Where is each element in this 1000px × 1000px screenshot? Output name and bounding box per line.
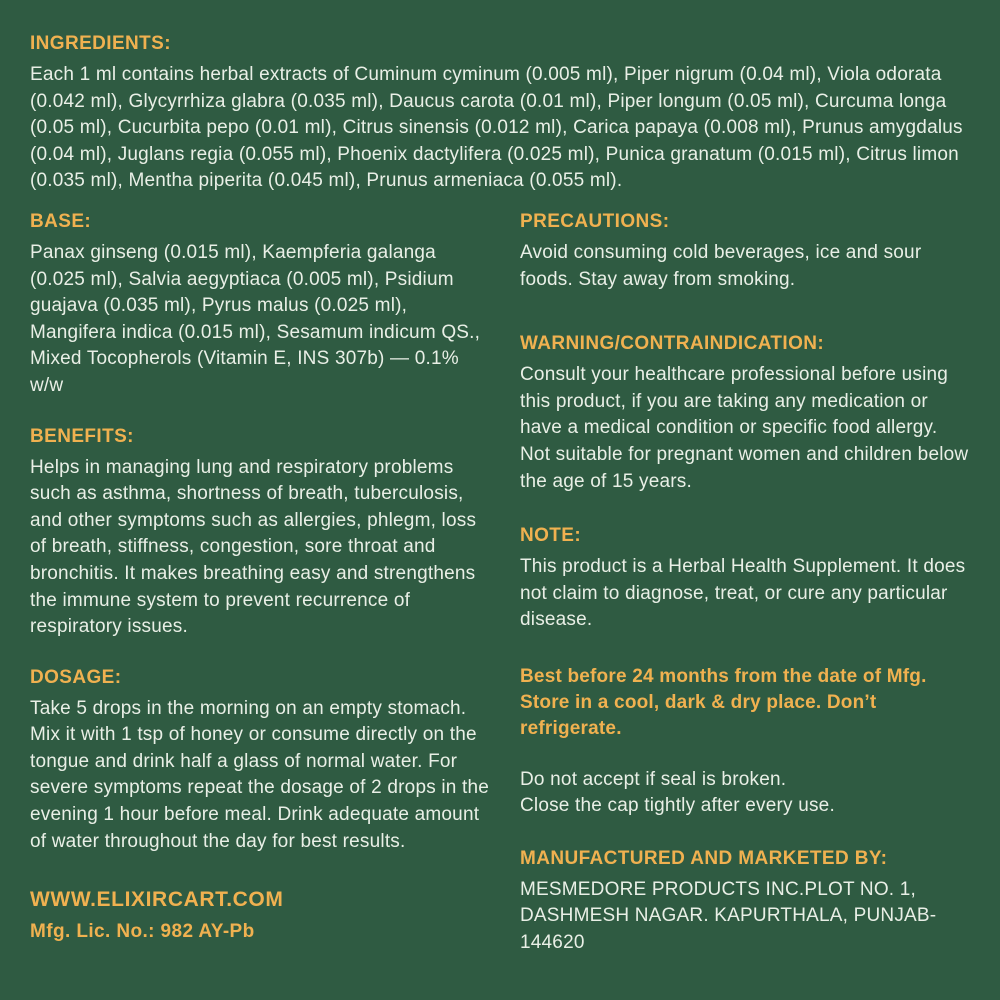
two-column-layout xyxy=(30,211,970,983)
seal-instructions xyxy=(520,767,970,820)
mfg-license-text: Mfg. Lic. No.: 982 AY-Pb xyxy=(30,921,255,943)
seal-warning-line: Do not accept if seal is broken. xyxy=(520,768,787,790)
base-heading: BASE: xyxy=(30,210,92,232)
manufacturer-section xyxy=(520,848,970,957)
warning-section xyxy=(520,333,970,495)
note-section xyxy=(520,525,970,634)
note-heading: NOTE: xyxy=(520,525,582,547)
manufacturer-heading: MANUFACTURED AND MARKETED BY: xyxy=(520,847,888,869)
benefits-text: Helps in managing lung and respiratory problems such as asthma, shortness of breath, tuberculosis, and other symptoms such as allergies, phlegm, loss of breath, stiffness, congestion, sore throat and bronchitis. It makes breathing easy and strengthens the immune system to prevent recurrence of respiratory issues. xyxy=(30,456,477,638)
website-text: WWW.ELIXIRCART.COM xyxy=(30,888,284,912)
right-column xyxy=(520,211,970,983)
best-before-text: Best before 24 months from the date of Mfg. Store in a cool, dark & dry place. Don’t refrigerate. xyxy=(520,665,927,740)
cap-instruction-line: Close the cap tightly after every use. xyxy=(520,795,835,817)
dosage-heading: DOSAGE: xyxy=(30,666,122,688)
warning-text: Consult your healthcare professional before using this product, if you are taking any medication or have a medical condition or specific food allergy. Not suitable for pregnant women and children below the age of 15 years. xyxy=(520,364,969,492)
ingredients-section xyxy=(30,33,970,195)
dosage-section xyxy=(30,667,494,856)
benefits-heading: BENEFITS: xyxy=(30,425,134,447)
manufacturer-text: MESMEDORE PRODUCTS INC.PLOT NO. 1, DASHMESH NAGAR. KAPURTHALA, PUNJAB-144620 xyxy=(520,878,937,953)
ingredients-text: Each 1 ml contains herbal extracts of Cuminum cyminum (0.005 ml), Piper nigrum (0.04 ml), Viola odorata (0.042 ml), Glycyrrhiza glabra (0.035 ml), Daucus carota (0.01 ml), Piper longum (0.05 ml), Curcuma longa (0.05 ml), Cucurbita pepo (0.01 ml), Citrus sinensis (0.012 ml), Carica papaya (0.008 ml), Prunus amygdalus (0.04 ml), Juglans regia (0.055 ml), Phoenix dactylifera (0.025 ml), Punica granatum (0.015 ml), Citrus limon (0.035 ml), Mentha piperita (0.045 ml), Prunus armeniaca (0.055 ml). xyxy=(30,64,963,192)
benefits-section xyxy=(30,426,494,641)
precautions-heading: PRECAUTIONS: xyxy=(520,210,670,232)
left-column xyxy=(30,211,494,983)
dosage-text: Take 5 drops in the morning on an empty stomach. Mix it with 1 tsp of honey or consume directly on the tongue and drink half a glass of normal water. For severe symptoms repeat the dosage of 2 drops in the evening 1 hour before meal. Drink adequate amount of water throughout the day for best results. xyxy=(30,697,490,852)
precautions-text: Avoid consuming cold beverages, ice and sour foods. Stay away from smoking. xyxy=(520,241,922,290)
base-section xyxy=(30,211,494,400)
precautions-section xyxy=(520,211,970,293)
warning-heading: WARNING/CONTRAINDICATION: xyxy=(520,333,825,355)
ingredients-heading: INGREDIENTS: xyxy=(30,33,171,54)
base-text: Panax ginseng (0.015 ml), Kaempferia galanga (0.025 ml), Salvia aegyptiaca (0.005 ml), Psidium guajava (0.035 ml), Pyrus malus (0.025 ml), Mangifera indica (0.015 ml), Sesamum indicum QS., Mixed Tocopherols (Vitamin E, INS 307b) — 0.1% w/w xyxy=(30,241,481,396)
footer-left xyxy=(30,888,494,943)
note-text: This product is a Herbal Health Supplement. It does not claim to diagnose, treat, or cure any particular disease. xyxy=(520,556,966,631)
